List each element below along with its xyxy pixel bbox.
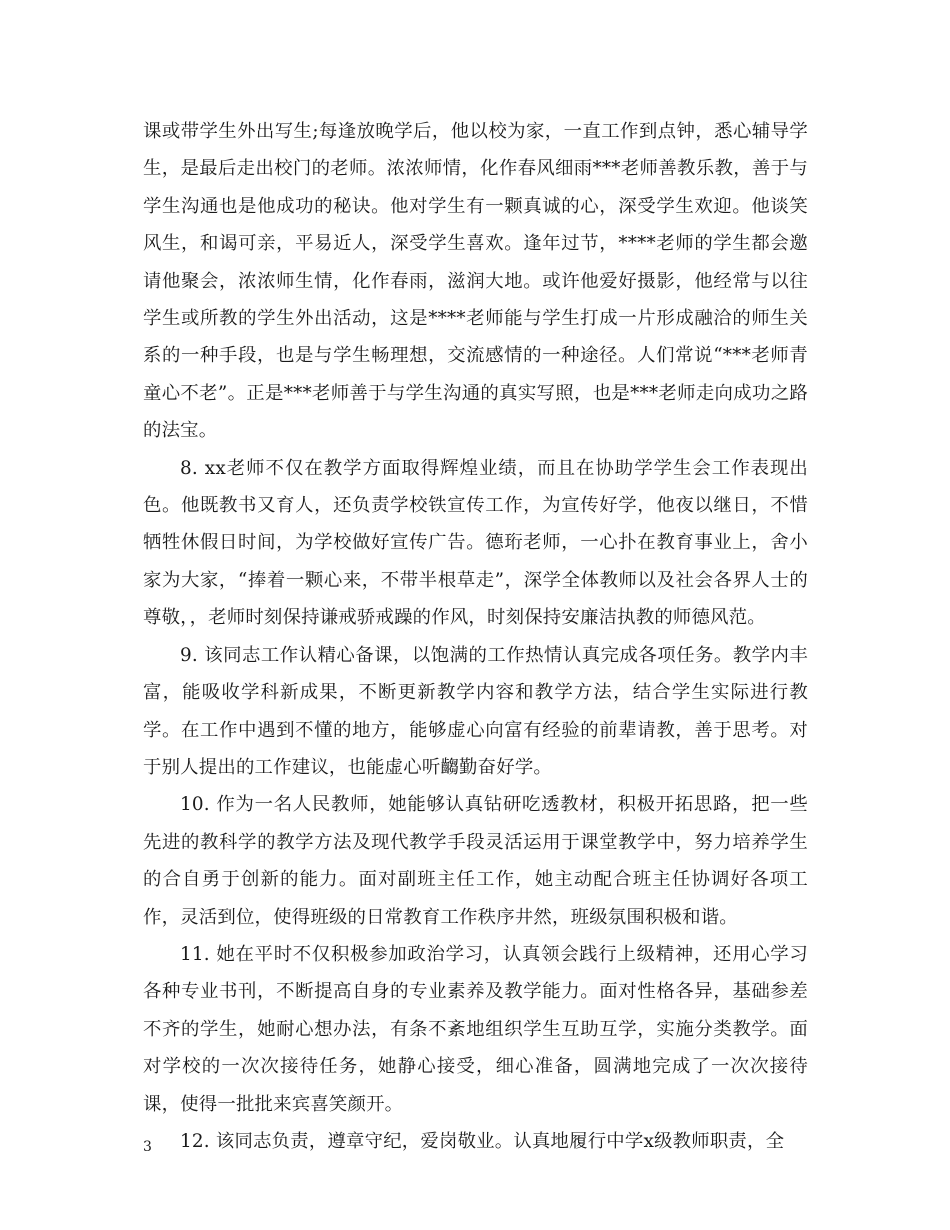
paragraph-item-12: 12. 该同志负责，遵章守纪，爱岗敬业。认真地履行中学x级教师职责，全 xyxy=(180,1130,785,1152)
document-body xyxy=(143,113,808,1160)
paragraph-item-8: 8. xx老师不仅在教学方面取得辉煌业绩，而且在协助学学生会工作表现出色。他既教书又育人，还负责学校铁宣传工作，为宣传好学，他夜以继日，不惜牺牲休假日时间，为学校做好宣传广告。德珩老师，一心扑在教育事业上，舍小家为大家，“捧着一颗心来，不带半根草走”，深学全体教师以及社会各界人士的尊敬，，老师时刻保持谦戒骄戒躁的作风，时刻保持安廉洁执教的师德风范。 xyxy=(143,457,808,629)
paragraph-item-10: 10. 作为一名人民教师，她能够认真钻研吃透教材，积极开拓思路，把一些先进的教科学的教学方法及现代教学手段灵活运用于课堂教学中，努力培养学生的合自勇于创新的能力。面对副班主任工作，她主动配合班主任协调好各项工作，灵活到位，使得班级的日常教育工作秩序井然，班级氛围积极和谐。 xyxy=(143,794,808,928)
paragraph-item-11: 11. 她在平时不仅积极参加政治学习，认真领会践行上级精神，还用心学习各种专业书刊，不断提高自身的专业素养及教学能力。面对性格各异，基础参差不齐的学生，她耐心想办法，有条不紊地组织学生互助互学，实施分类教学。面对学校的一次次接待任务，她静心接受，细心准备，圆满地完成了一次次接待课，使得一批批来宾喜笑颜开。 xyxy=(143,943,808,1115)
paragraph-item-9: 9. 该同志工作认精心备课，以饱满的工作热情认真完成各项任务。教学内丰富，能吸收学科新成果，不断更新教学内容和教学方法，结合学生实际进行教学。在工作中遇到不懂的地方，能够虚心向富有经验的前辈请教，善于思考。对于别人提出的工作建议，也能虚心听齺勤奋好学。 xyxy=(143,644,808,778)
paragraph-continuation: 课或带学生外出写生;每逢放晚学后，他以校为家，一直工作到点钟，悉心辅导学生，是最后走出校门的老师。浓浓师情，化作春风细雨***老师善教乐教，善于与学生沟通也是他成功的秘诀。他对学生有一颗真诚的心，深受学生欢迎。他谈笑风生，和谒可亲，平易近人，深受学生喜欢。逢年过节，****老师的学生都会邀请他聚会，浓浓师生情，化作春雨，滋润大地。或许他爱好摄影，他经常与以往学生或所教的学生外出活动，这是****老师能与学生打成一片形成融洽的师生关系的一种手段，也是与学生畅理想，交流感情的一种途径。人们常说“***老师青童心不老”。正是***老师善于与学生沟通的真实写照，也是***老师走向成功之路的法宝。 xyxy=(143,121,808,442)
page-number: 3 xyxy=(143,1139,152,1155)
